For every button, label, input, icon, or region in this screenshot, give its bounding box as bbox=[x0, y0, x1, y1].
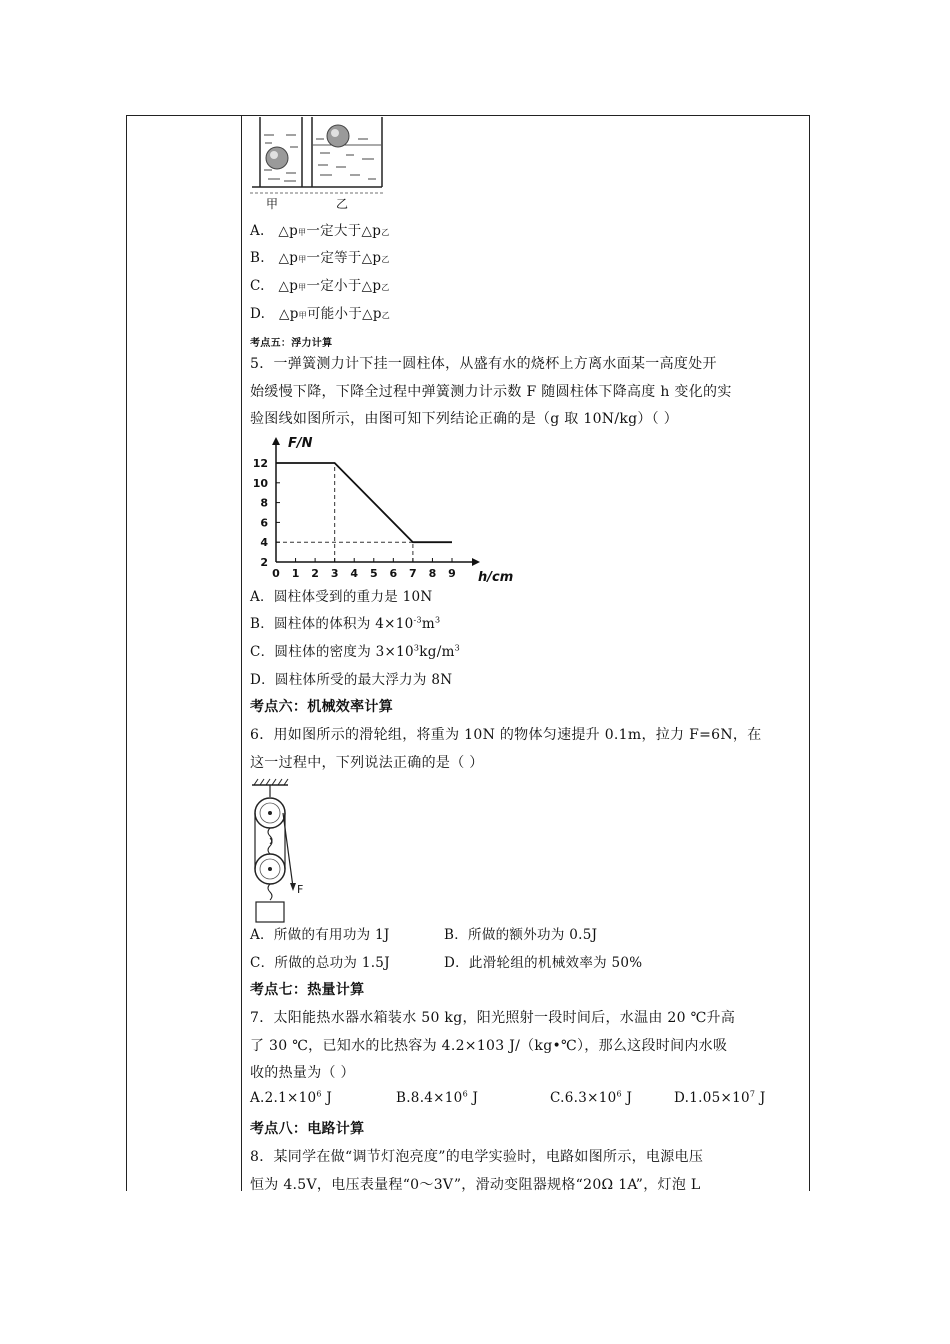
q8-line-1: 8．某同学在做“调节灯泡亮度”的电学实验时，电路如图所示，电源电压 bbox=[250, 1149, 704, 1165]
x-tick-label: 1 bbox=[291, 567, 300, 580]
section-heading-kd7: 考点七：热量计算 bbox=[250, 982, 365, 998]
y-tick-label: 10 bbox=[252, 476, 268, 490]
figure-label-yi: 乙 bbox=[336, 197, 349, 210]
q4-option-a: A. △p甲一定大于△p乙 bbox=[250, 223, 390, 239]
section-heading-kd6: 考点六：机械效率计算 bbox=[250, 699, 393, 715]
beakers-figure bbox=[250, 115, 390, 210]
x-tick-label: 7 bbox=[409, 567, 417, 580]
x-axis-arrow bbox=[472, 558, 480, 566]
pulley-figure bbox=[250, 775, 320, 925]
q6-line-2: 这一过程中，下列说法正确的是（ ） bbox=[250, 755, 484, 771]
q6-option-a: A．所做的有用功为 1J bbox=[250, 927, 390, 943]
q7-option-c: $C.6.3\times 10^6$ J bbox=[550, 1089, 633, 1106]
x-tick-label: 0 bbox=[272, 567, 280, 580]
y-tick-label: 6 bbox=[260, 516, 268, 530]
q7-line-3: 收的热量为（ ） bbox=[250, 1065, 355, 1081]
force-height-chart bbox=[242, 435, 522, 585]
force-label: F bbox=[297, 883, 304, 896]
q7-line-2: 了 30 ℃，已知水的比热容为 4.2×103 J/（kg•℃），那么这段时间内水吸 bbox=[250, 1038, 728, 1054]
q6-option-c: C．所做的总功为 1.5J bbox=[250, 955, 390, 971]
table-frame bbox=[126, 115, 810, 1191]
x-tick-label: 3 bbox=[330, 567, 339, 580]
q5-option-c: C．圆柱体的密度为 $3\times 10^3kg/m^3$ bbox=[250, 643, 461, 660]
table-column-divider bbox=[241, 115, 242, 1191]
q5-option-b: B．圆柱体的体积为 $4\times 10^{-3}m^3$ bbox=[250, 615, 441, 632]
x-tick-label: 6 bbox=[389, 567, 398, 580]
q4-option-c: C. △p甲一定小于△p乙 bbox=[250, 278, 390, 294]
x-tick-label: 2 bbox=[311, 567, 319, 580]
y-tick-label: 12 bbox=[252, 457, 268, 470]
q5-option-a: A．圆柱体受到的重力是 10N bbox=[250, 589, 433, 605]
q6-line-1: 6．用如图所示的滑轮组，将重为 10N 的物体匀速提升 0.1m，拉力 F=6N，在 bbox=[250, 727, 762, 743]
y-axis-label: F/N bbox=[288, 436, 313, 451]
x-tick-label: 9 bbox=[448, 567, 456, 580]
q5-option-d: D．圆柱体所受的最大浮力为 8N bbox=[250, 672, 453, 688]
q7-option-b: $B.8.4\times 10^6$ J bbox=[396, 1089, 479, 1106]
q7-option-d: $D.1.05\times 10^7$ J bbox=[674, 1089, 766, 1106]
y-tick-label: 4 bbox=[260, 536, 268, 550]
x-tick-label: 5 bbox=[369, 567, 378, 580]
y-axis-arrow bbox=[272, 437, 280, 445]
section-heading-kd8: 考点八：电路计算 bbox=[250, 1121, 365, 1137]
q5-line-2: 始缓慢下降，下降全过程中弹簧测力计示数 F 随圆柱体下降高度 h 变化的实 bbox=[250, 384, 732, 400]
x-tick-label: 8 bbox=[428, 567, 437, 580]
series-line bbox=[276, 463, 452, 542]
figure-label-jia: 甲 bbox=[266, 197, 279, 210]
q6-option-b: B．所做的额外功为 0.5J bbox=[444, 927, 598, 943]
q8-line-2: 恒为 4.5V，电压表量程“0～3V”，滑动变阻器规格“20Ω 1A”，灯泡 L bbox=[250, 1177, 701, 1193]
y-tick-label: 2 bbox=[260, 556, 268, 569]
q7-option-a: $A.2.1\times 10^6$ J bbox=[250, 1089, 333, 1106]
q4-option-b: B. △p甲一定等于△p乙 bbox=[250, 250, 390, 266]
q5-line-1: 5．一弹簧测力计下挂一圆柱体，从盛有水的烧杯上方离水面某一高度处开 bbox=[250, 356, 717, 372]
section-heading-kd5: 考点五：浮力计算 bbox=[250, 338, 333, 349]
q6-option-d: D．此滑轮组的机械效率为 50% bbox=[444, 955, 643, 971]
y-tick-label: 8 bbox=[260, 496, 268, 510]
q7-line-1: 7．太阳能热水器水箱装水 50 kg，阳光照射一段时间后，水温由 20 ℃升高 bbox=[250, 1010, 736, 1026]
q5-line-3: 验图线如图所示，由图可知下列结论正确的是（g 取 10N/kg）（ ） bbox=[250, 411, 679, 427]
x-axis-label: h/cm bbox=[478, 570, 514, 585]
q4-option-d: D. △p甲可能小于△p乙 bbox=[250, 306, 391, 322]
x-tick-label: 4 bbox=[350, 567, 359, 580]
